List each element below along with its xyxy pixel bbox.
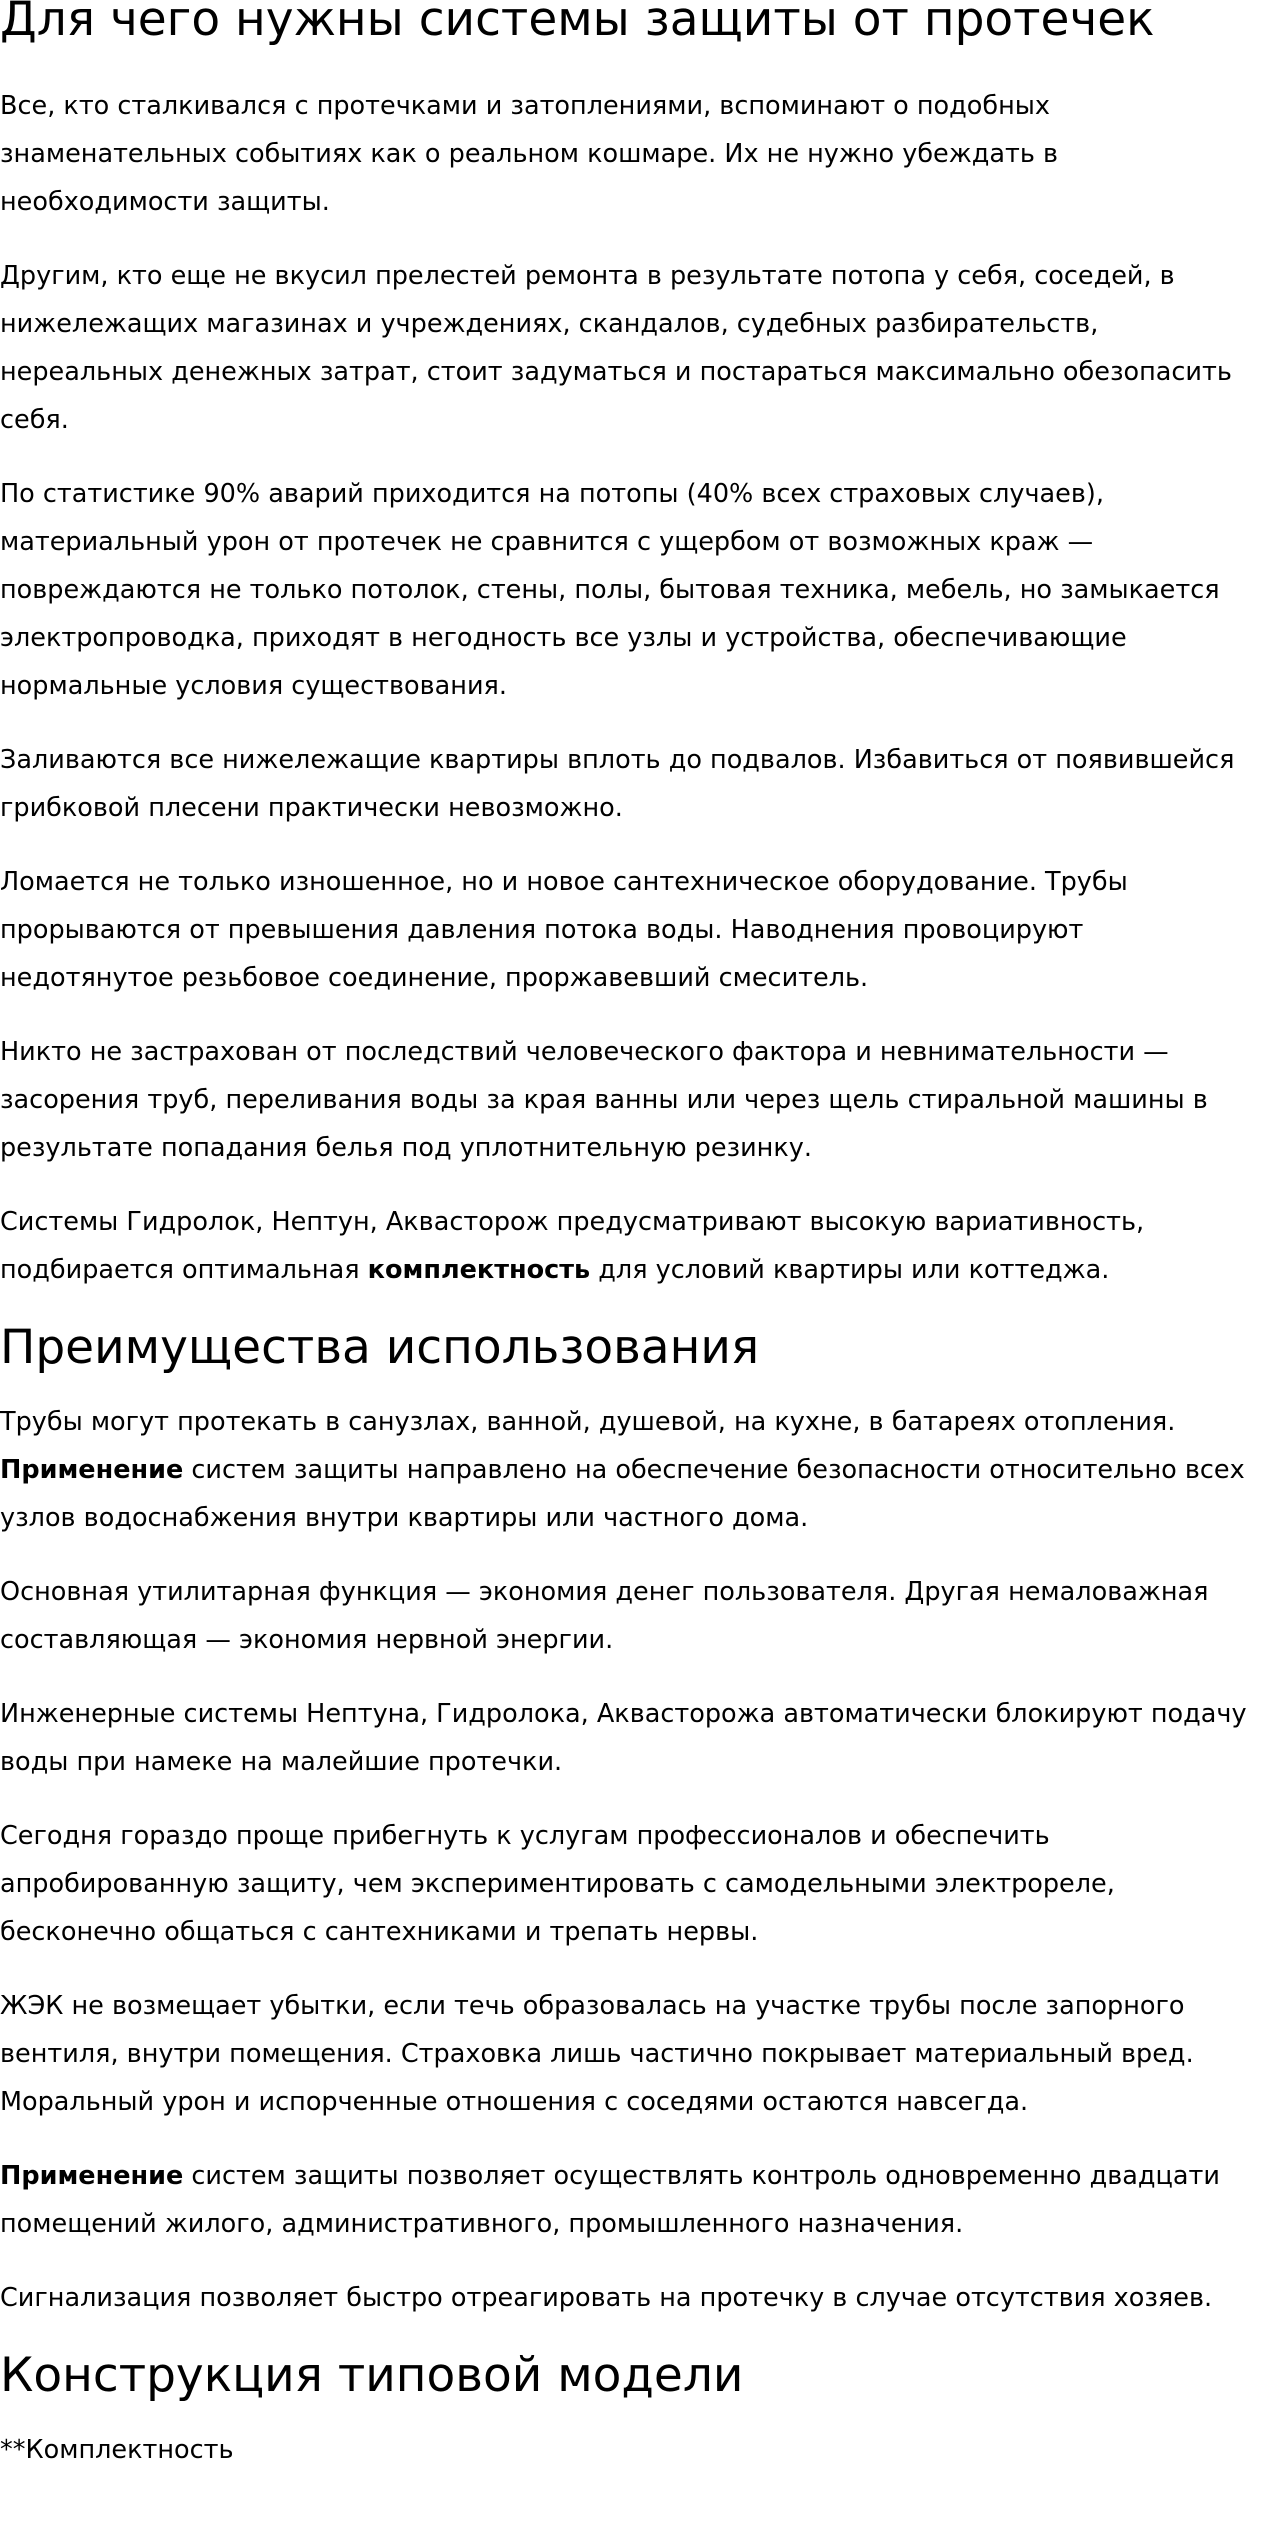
- paragraph: Ломается не только изношенное, но и новое сантехническое оборудование. Трубы прорываются от превышения давления потока воды. Наводнения провоцируют недотянутое резьбовое соединение, проржавевший смеситель.: [0, 867, 1128, 993]
- text-run: систем защиты направлено на обеспечение безопасности относительно всех узлов водоснабжения внутри квартиры или частного дома.: [0, 1455, 1245, 1533]
- paragraph: Основная утилитарная функция — экономия денег пользователя. Другая немаловажная составляющая — экономия нервной энергии.: [0, 1577, 1209, 1655]
- bold-term-application: Применение: [0, 1455, 184, 1485]
- paragraph: Сигнализация позволяет быстро отреагировать на протечку в случае отсутствия хозяев.: [0, 2283, 1213, 2313]
- text-run: систем защиты позволяет осуществлять контроль одновременно двадцати помещений жилого, административного, промышленного назначения.: [0, 2161, 1220, 2239]
- bold-term-application: Применение: [0, 2161, 184, 2191]
- text-run: для условий квартиры или коттеджа.: [590, 1255, 1110, 1285]
- text-run: Системы Гидролок, Нептун, Аквасторож предусматривают высокую вариативность, подбирается оптимальная: [0, 1207, 1145, 1285]
- paragraph: **Комплектность: [0, 2435, 234, 2465]
- text-run: Трубы могут протекать в санузлах, ванной, душевой, на кухне, в батареях отопления.: [0, 1407, 1176, 1437]
- paragraph: Инженерные системы Нептуна, Гидролока, Аквасторожа автоматически блокируют подачу воды при намеке на малейшие протечки.: [0, 1699, 1247, 1777]
- paragraph: Все, кто сталкивался с протечками и затоплениями, вспоминают о подобных знаменательных событиях как о реальном кошмаре. Их не нужно убеждать в необходимости защиты.: [0, 91, 1058, 217]
- section-heading-advantages: Преимущества использования: [0, 1320, 760, 1375]
- paragraph: Сегодня гораздо проще прибегнуть к услугам профессионалов и обеспечить апробированную защиту, чем экспериментировать с самодельными электрореле, бесконечно общаться с сантехниками и трепать нервы.: [0, 1821, 1115, 1947]
- paragraph: По статистике 90% аварий приходится на потопы (40% всех страховых случаев), материальный урон от протечек не сравнится с ущербом от возможных краж — повреждаются не только потолок, стены, полы, бытовая техника, мебель, но замыкается электропроводка, приходят в негодность все узлы и устройства, обеспечивающие нормальные условия существования.: [0, 479, 1220, 701]
- paragraph-application: [0, 1398, 1270, 1542]
- paragraph: Заливаются все нижележащие квартиры вплоть до подвалов. Избавиться от появившейся грибковой плесени практически невозможно.: [0, 745, 1235, 823]
- paragraph-application-control: [0, 2152, 1270, 2248]
- paragraph-completeness: [0, 1198, 1270, 1294]
- paragraph: ЖЭК не возмещает убытки, если течь образовалась на участке трубы после запорного вентиля, внутри помещения. Страховка лишь частично покрывает материальный вред. Моральный урон и испорченные отношения с соседями остаются навсегда.: [0, 1991, 1194, 2117]
- section-heading-protection-purpose: Для чего нужны системы защиты от протечек: [0, 0, 1155, 47]
- section-heading-construction: Конструкция типовой модели: [0, 2348, 744, 2403]
- bold-term-completeness: комплектность: [367, 1255, 591, 1285]
- paragraph: Никто не застрахован от последствий человеческого фактора и невнимательности — засорения труб, переливания воды за края ванны или через щель стиральной машины в результате попадания белья под уплотнительную резинку.: [0, 1037, 1208, 1163]
- paragraph: Другим, кто еще не вкусил прелестей ремонта в результате потопа у себя, соседей, в нижележащих магазинах и учреждениях, скандалов, судебных разбирательств, нереальных денежных затрат, стоит задуматься и постараться максимально обезопасить себя.: [0, 261, 1232, 435]
